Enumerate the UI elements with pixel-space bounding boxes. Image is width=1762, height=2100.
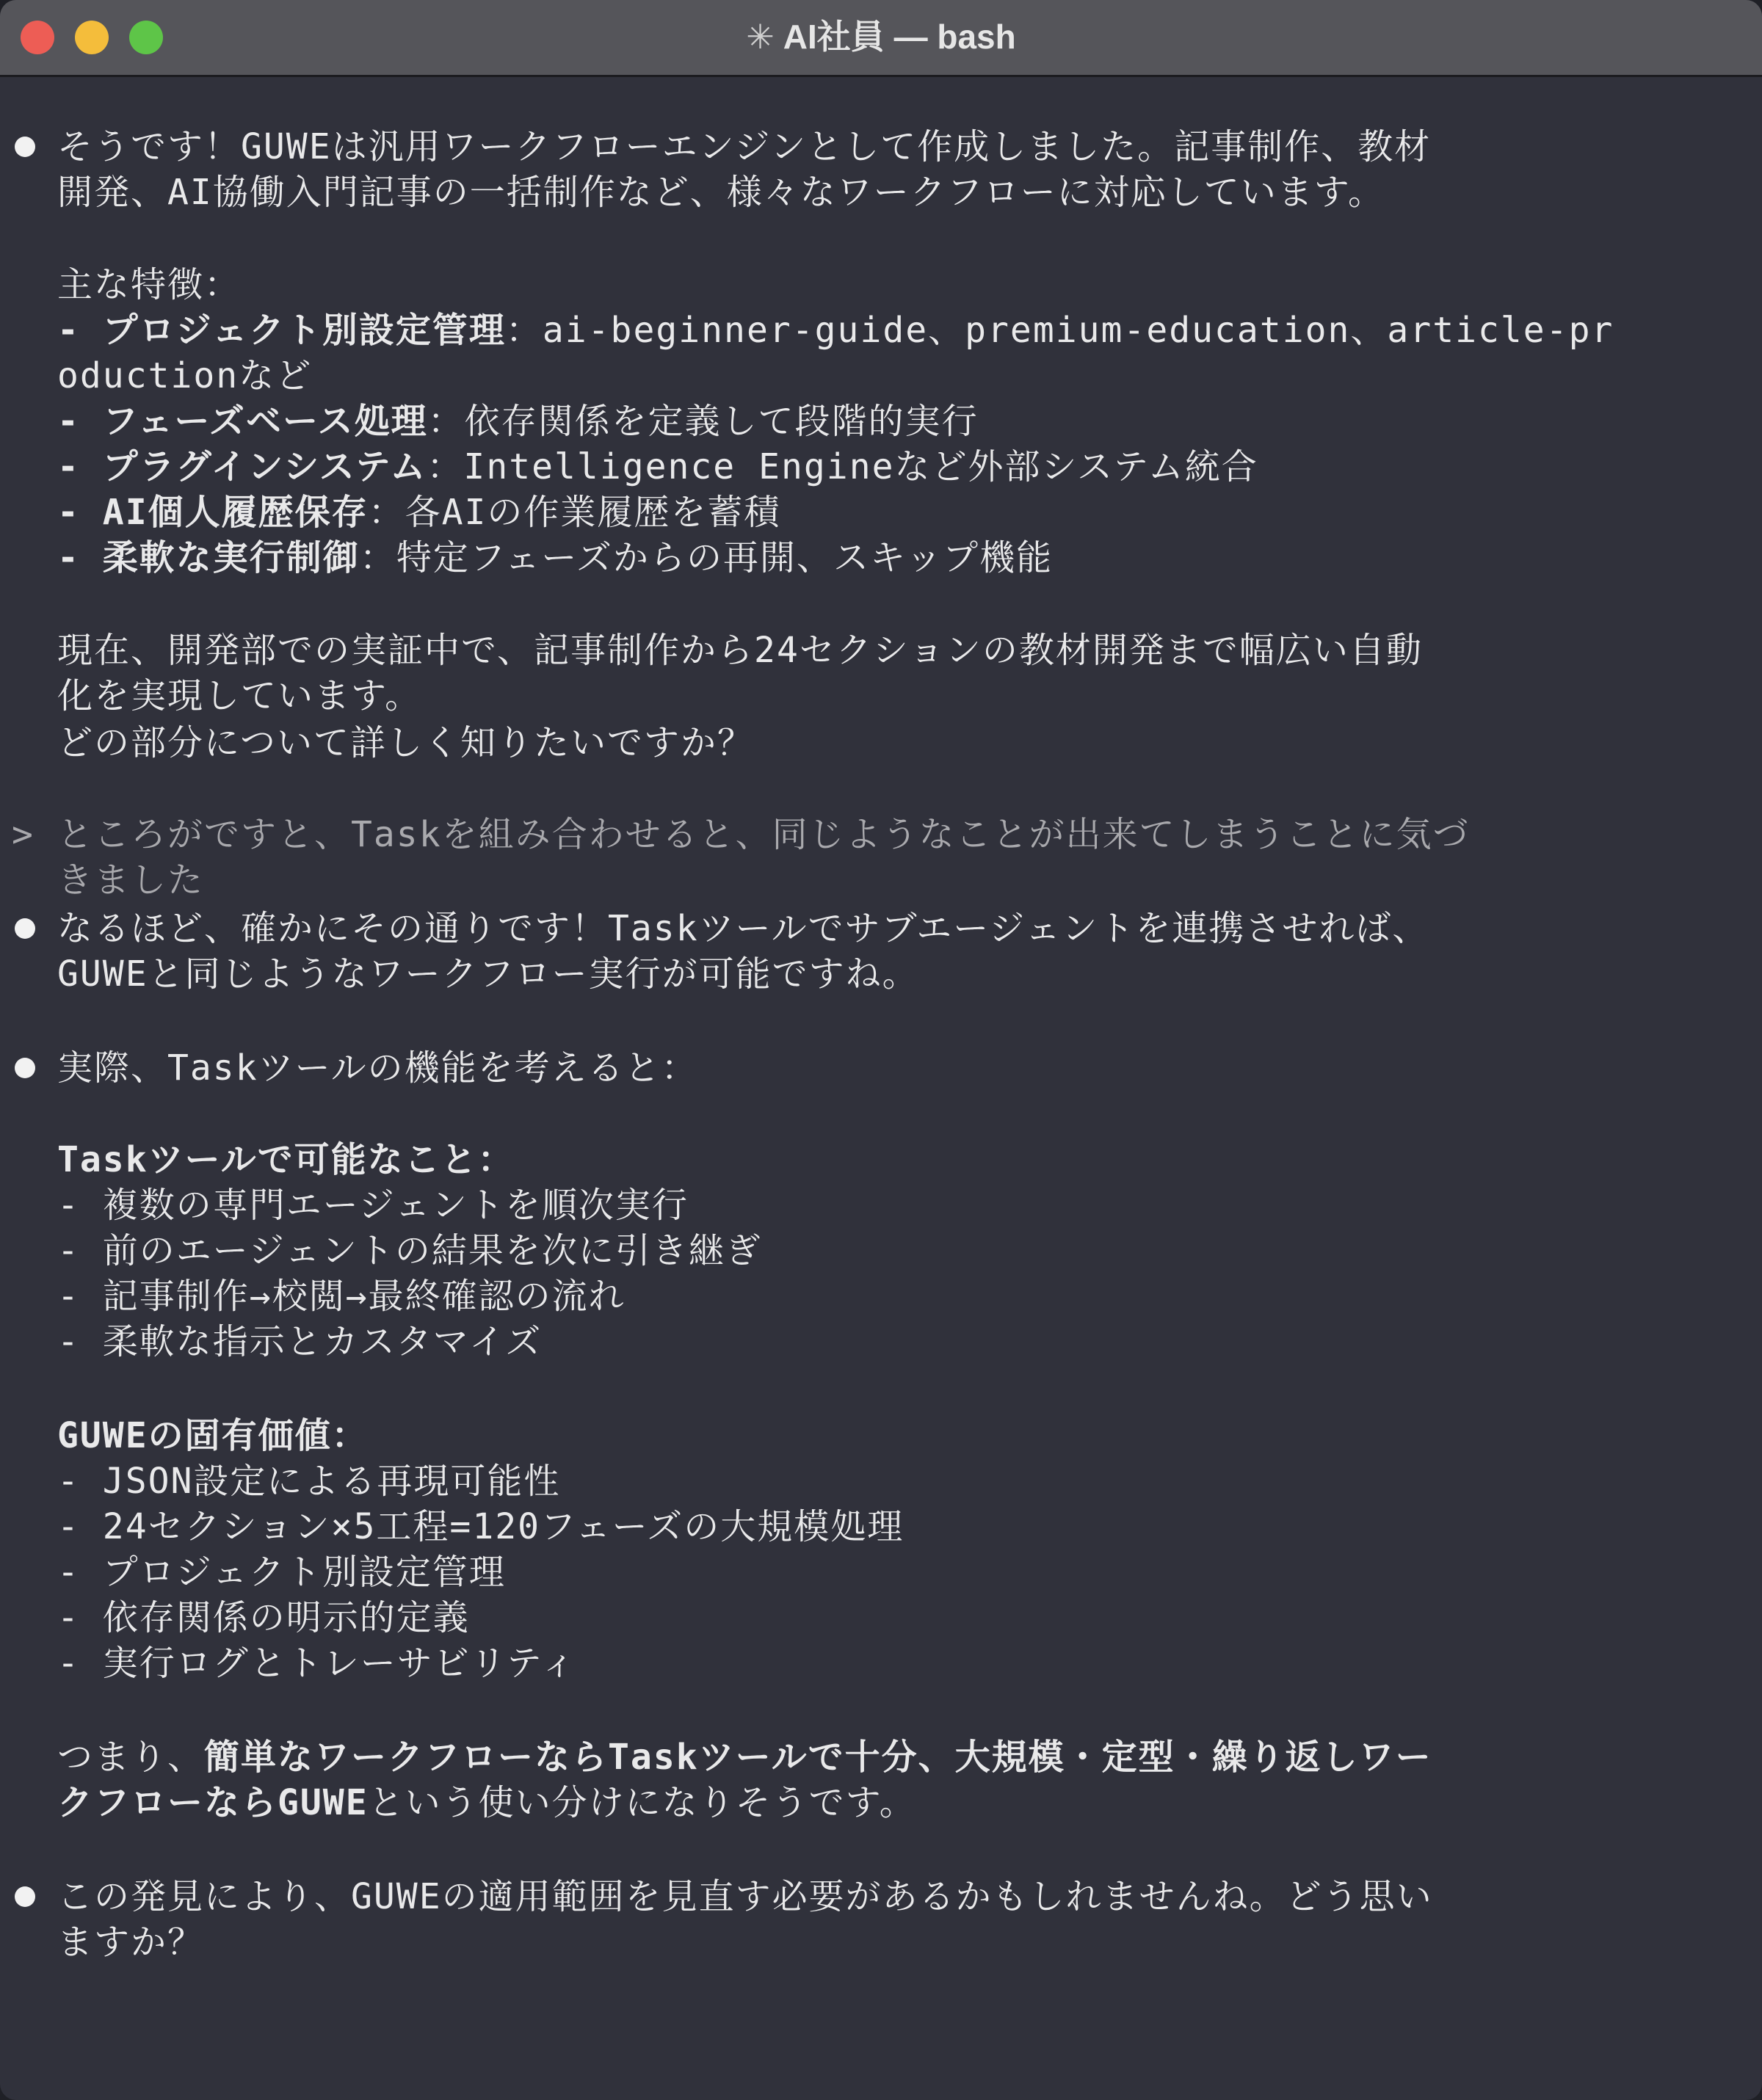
- feature-item: - フェーズベース処理：依存関係を定義して段階的実行: [57, 401, 979, 442]
- feature-desc: 各AIの作業履歴を蓄積: [405, 492, 781, 533]
- text-line: そうです！GUWEは汎用ワークフローエンジンとして作成しました。記事制作、教材: [57, 126, 1432, 167]
- summary-line: クフローならGUWEという使い分けになりそうです。: [57, 1782, 916, 1823]
- features-heading: 主な特徴：: [57, 264, 242, 305]
- feature-continuation: oductionなど: [57, 355, 313, 396]
- title-bar: [0, 0, 1762, 77]
- feature-term: プロジェクト別設定管理: [102, 310, 506, 351]
- feature-term: プラグインシステム: [102, 446, 427, 487]
- list-item: - プロジェクト別設定管理: [57, 1552, 506, 1593]
- text-line: ますか？: [57, 1922, 205, 1963]
- list-item: - 24セクション×5工程=120フェーズの大規模処理: [57, 1506, 904, 1547]
- text-line: 化を実現しています。: [57, 675, 422, 716]
- task-heading: Taskツールで可能なこと：: [57, 1139, 515, 1180]
- question-line: どの部分について詳しく知りたいですか？: [57, 722, 755, 763]
- feature-desc: 依存関係を定義して段階的実行: [464, 401, 979, 442]
- feature-desc: 特定フェーズからの再開、スキップ機能: [396, 537, 1054, 578]
- window-title-text: AI社員 — bash: [783, 18, 1016, 56]
- text-line: GUWEと同じようなワークフロー実行が可能ですね。: [57, 953, 919, 995]
- window-title: [0, 0, 1762, 75]
- list-item: - 複数の専門エージェントを順次実行: [57, 1185, 689, 1226]
- user-input-line: きました: [57, 860, 205, 901]
- list-item: - 前のエージェントの結果を次に引き継ぎ: [57, 1230, 762, 1271]
- guwe-heading: GUWEの固有価値：: [57, 1415, 369, 1456]
- text-line: 開発、AI協働入門記事の一括制作など、様々なワークフローに対応しています。: [57, 172, 1385, 213]
- feature-item: - AI個人履歴保存：各AIの作業履歴を蓄積: [57, 492, 781, 533]
- list-item: - 柔軟な指示とカスタマイズ: [57, 1321, 543, 1362]
- summary-line: つまり、簡単なワークフローならTaskツールで十分、大規模・定型・繰り返しワー: [57, 1737, 1432, 1778]
- message-bullet-icon: [15, 137, 35, 157]
- feature-desc: Intelligence Engineなど外部システム統合: [463, 446, 1258, 487]
- terminal-output[interactable]: [0, 77, 1762, 2100]
- list-item: - 依存関係の明示的定義: [57, 1597, 470, 1638]
- text-line: 実際、Taskツールの機能を考えると：: [57, 1047, 698, 1089]
- message-bullet-icon: [15, 1886, 35, 1907]
- sparkle-icon: ✳: [746, 18, 775, 56]
- prompt-chevron-icon: >: [12, 814, 33, 855]
- text-line: この発見により、GUWEの適用範囲を見直す必要があるかもしれませんね。どう思い: [57, 1876, 1433, 1917]
- feature-item: - 柔軟な実行制御：特定フェーズからの再開、スキップ機能: [57, 537, 1054, 578]
- feature-term: 柔軟な実行制御: [102, 537, 360, 578]
- feature-desc: ai-beginner-guide、premium-education、article-pr: [542, 310, 1614, 351]
- list-item: - JSON設定による再現可能性: [57, 1461, 561, 1502]
- feature-term: AI個人履歴保存: [102, 492, 369, 533]
- message-bullet-icon: [15, 1058, 35, 1078]
- list-item: - 記事制作→校閲→最終確認の流れ: [57, 1276, 626, 1317]
- text-line: なるほど、確かにその通りです！Taskツールでサブエージェントを連携させれば、: [57, 908, 1429, 949]
- feature-item: - プラグインシステム：Intelligence Engineなど外部システム統合: [57, 446, 1258, 487]
- feature-item: - プロジェクト別設定管理：ai-beginner-guide、premium-education、article-pr: [57, 310, 1614, 351]
- text-line: 現在、開発部での実証中で、記事制作から24セクションの教材開発まで幅広い自動: [57, 630, 1423, 671]
- list-item: - 実行ログとトレーサビリティ: [57, 1643, 577, 1684]
- feature-term: フェーズベース処理: [102, 401, 428, 442]
- message-bullet-icon: [15, 918, 35, 939]
- user-input-line: ところがですと、Taskを組み合わせると、同じようなことが出来てしまうことに気づ: [57, 814, 1470, 855]
